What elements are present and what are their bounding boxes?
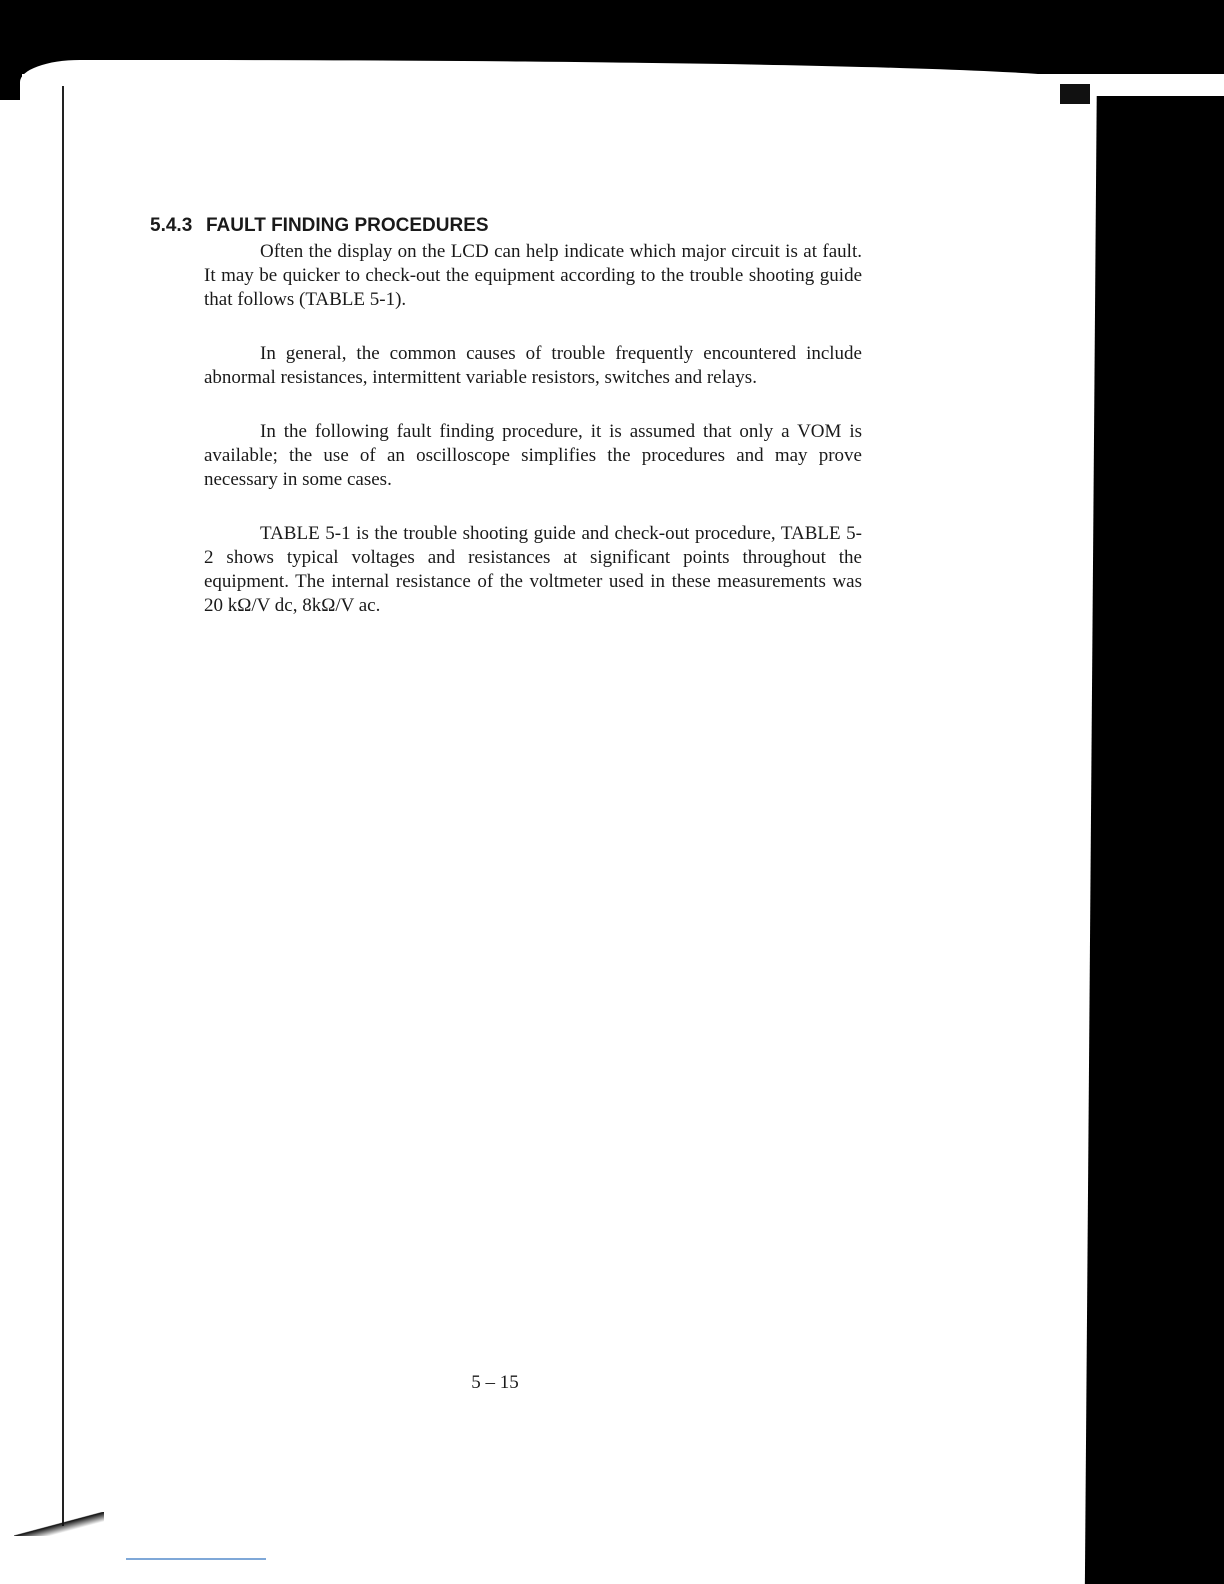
page-corner-artifact — [14, 1512, 104, 1536]
paragraph-3: In the following fault finding procedure, it is assumed that only a VOM is available; the use of an oscilloscope simplifies the procedures and may prove necessary in some cases. — [204, 421, 862, 490]
paragraph-1: Often the display on the LCD can help indicate which major circuit is at fault. It may be quicker to check-out the equipment according to the trouble shooting guide that follows (TABLE 5-1). — [204, 241, 862, 310]
scan-artifact-tab — [1060, 84, 1090, 104]
section-number: 5.4.3 — [150, 215, 193, 236]
paragraph-4: TABLE 5-1 is the trouble shooting guide and check-out procedure, TABLE 5-2 shows typical voltages and resistances at significant points throughout the equipment. The internal resistance of the voltmeter used in these measurements was 20 kΩ/V dc, 8kΩ/V ac. — [204, 523, 862, 616]
document-body — [150, 214, 862, 618]
scan-border-right — [1076, 96, 1224, 1584]
section-title: FAULT FINDING PROCEDURES — [206, 215, 489, 236]
scan-border-left — [0, 60, 22, 100]
bottom-rule — [126, 1558, 266, 1560]
page-left-edge — [62, 86, 64, 1526]
section-heading — [150, 214, 862, 238]
page-number: 5 – 15 — [471, 1372, 519, 1393]
paragraph-2: In general, the common causes of trouble frequently encountered include abnormal resistances, intermittent variable resistors, switches and relays. — [204, 343, 862, 388]
